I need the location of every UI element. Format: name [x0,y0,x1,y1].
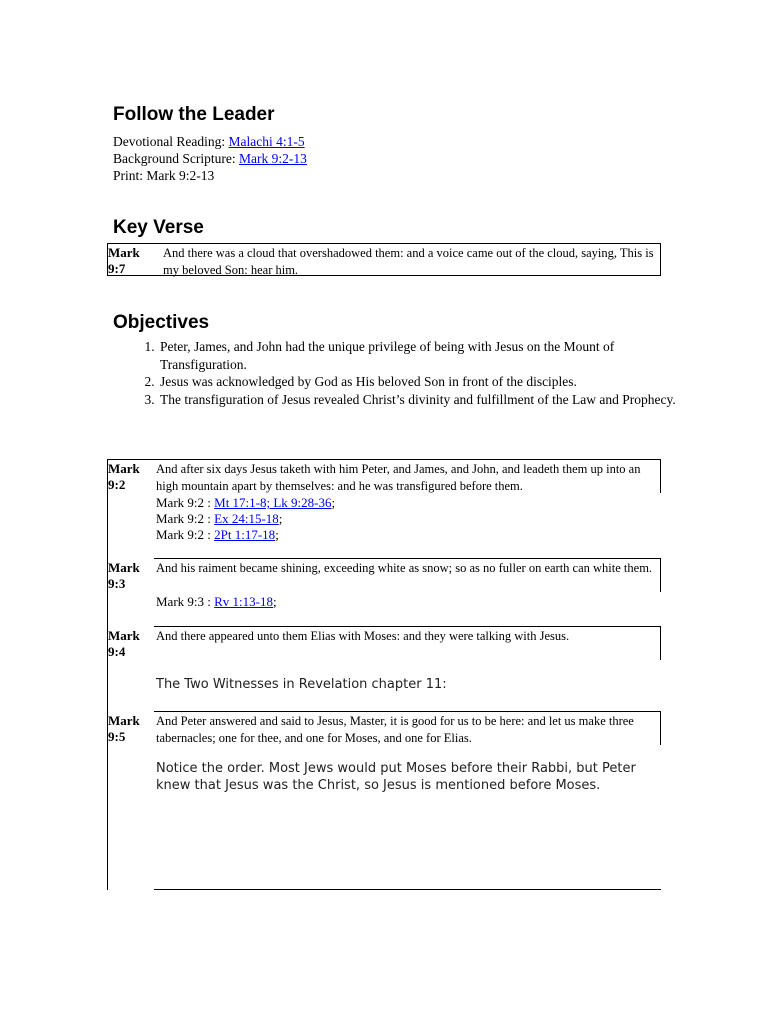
devotional-link[interactable]: Malachi 4:1-5 [228,134,305,149]
cross-reference-link[interactable]: Rv 1:13-18 [214,594,274,609]
verse-ref-verse: 9:3 [108,576,126,591]
verse-text: And after six days Jesus taketh with him Peter, and James, and John, and leadeth them up into an high mountain apart by themselves: and he was transfigured before them. [156,462,641,493]
devotional-reading [113,133,305,150]
objective-item: 2. Jesus was acknowledged by God as His beloved Son in front of the disciples. [158,373,703,391]
verse-row-right-border [660,626,661,660]
verse-ref-verse: 9:2 [108,477,126,492]
cross-reference-link[interactable]: Ex 24:15-18 [214,511,279,526]
verse-ref-book: Mark [108,713,140,728]
verse-ref [108,461,140,493]
print-reference: Print: Mark 9:2-13 [113,168,215,183]
verse-text: And there appeared unto them Elias with Moses: and they were talking with Jesus. [156,629,570,643]
cross-reference [156,527,279,543]
verse-ref-verse: 9:5 [108,729,126,744]
verse-row-right-border [660,459,661,493]
verse-table-bottom-border [154,889,661,890]
page-title: Follow the Leader [113,104,275,125]
objective-item: 1. Peter, James, and John had the unique privilege of being with Jesus on the Mount of Transfiguration. [158,338,703,373]
verse-row-divider [154,558,661,559]
cross-reference [156,594,277,610]
key-verse-text: And there was a cloud that overshadowed them: and a voice came out of the cloud, saying, This is my beloved Son: hear him. [163,246,654,277]
verse-ref [108,713,140,745]
cross-reference-prefix: Mark 9:3 : [156,594,215,609]
verse-row-divider [107,459,661,460]
verse-text: And Peter answered and said to Jesus, Master, it is good for us to be here: and let us make three tabernacles; one for thee, and one for Moses, and one for Elias. [156,714,634,745]
verse-text: And his raiment became shining, exceeding white as snow; so as no fuller on earth can white them. [156,561,653,575]
verse-ref-book: Mark [108,628,140,643]
cross-reference-link[interactable]: 2Pt 1:17-18 [214,527,276,542]
verse-row-right-border [660,558,661,592]
verse-note: The Two Witnesses in Revelation chapter 11: [156,677,447,692]
verse-row-right-border [660,711,661,745]
cross-reference-suffix: ; [278,511,283,526]
cross-reference-suffix: ; [273,594,277,609]
key-verse-heading: Key Verse [113,217,204,238]
verse-ref [108,560,140,592]
devotional-label: Devotional Reading: [113,134,229,149]
cross-reference-suffix: ; [275,527,279,542]
cross-reference-prefix: Mark 9:2 : [156,527,215,542]
background-label: Background Scripture: [113,151,239,166]
cross-reference-suffix: ; [331,495,336,510]
key-verse-ref-book: Mark [108,245,140,260]
cross-reference-prefix: Mark 9:2 : [156,495,215,510]
objectives-list [113,338,703,408]
verse-note: Notice the order. Most Jews would put Moses before their Rabbi, but Peter knew that Jesus was the Christ, so Jesus is mentioned before Moses. [156,761,636,793]
verse-row-divider [154,626,661,627]
cross-reference-prefix: Mark 9:2 : [156,511,215,526]
background-scripture [113,150,307,167]
verse-table-left-border [107,459,108,890]
key-verse-ref-verse: 9:7 [108,261,126,276]
verse-ref [108,628,140,660]
objective-item: 3. The transfiguration of Jesus revealed Christ’s divinity and fulfillment of the Law and Prophecy. [158,391,703,409]
background-link[interactable]: Mark 9:2-13 [238,151,307,166]
cross-reference-link[interactable]: Mt 17:1-8; Lk 9:28-36 [214,495,332,510]
cross-reference [156,511,282,527]
verse-row-divider [154,711,661,712]
cross-reference [156,495,335,511]
verse-ref-book: Mark [108,560,140,575]
objectives-heading: Objectives [113,312,210,333]
verse-ref-book: Mark [108,461,140,476]
key-verse-ref [108,245,140,277]
verse-ref-verse: 9:4 [108,644,126,659]
